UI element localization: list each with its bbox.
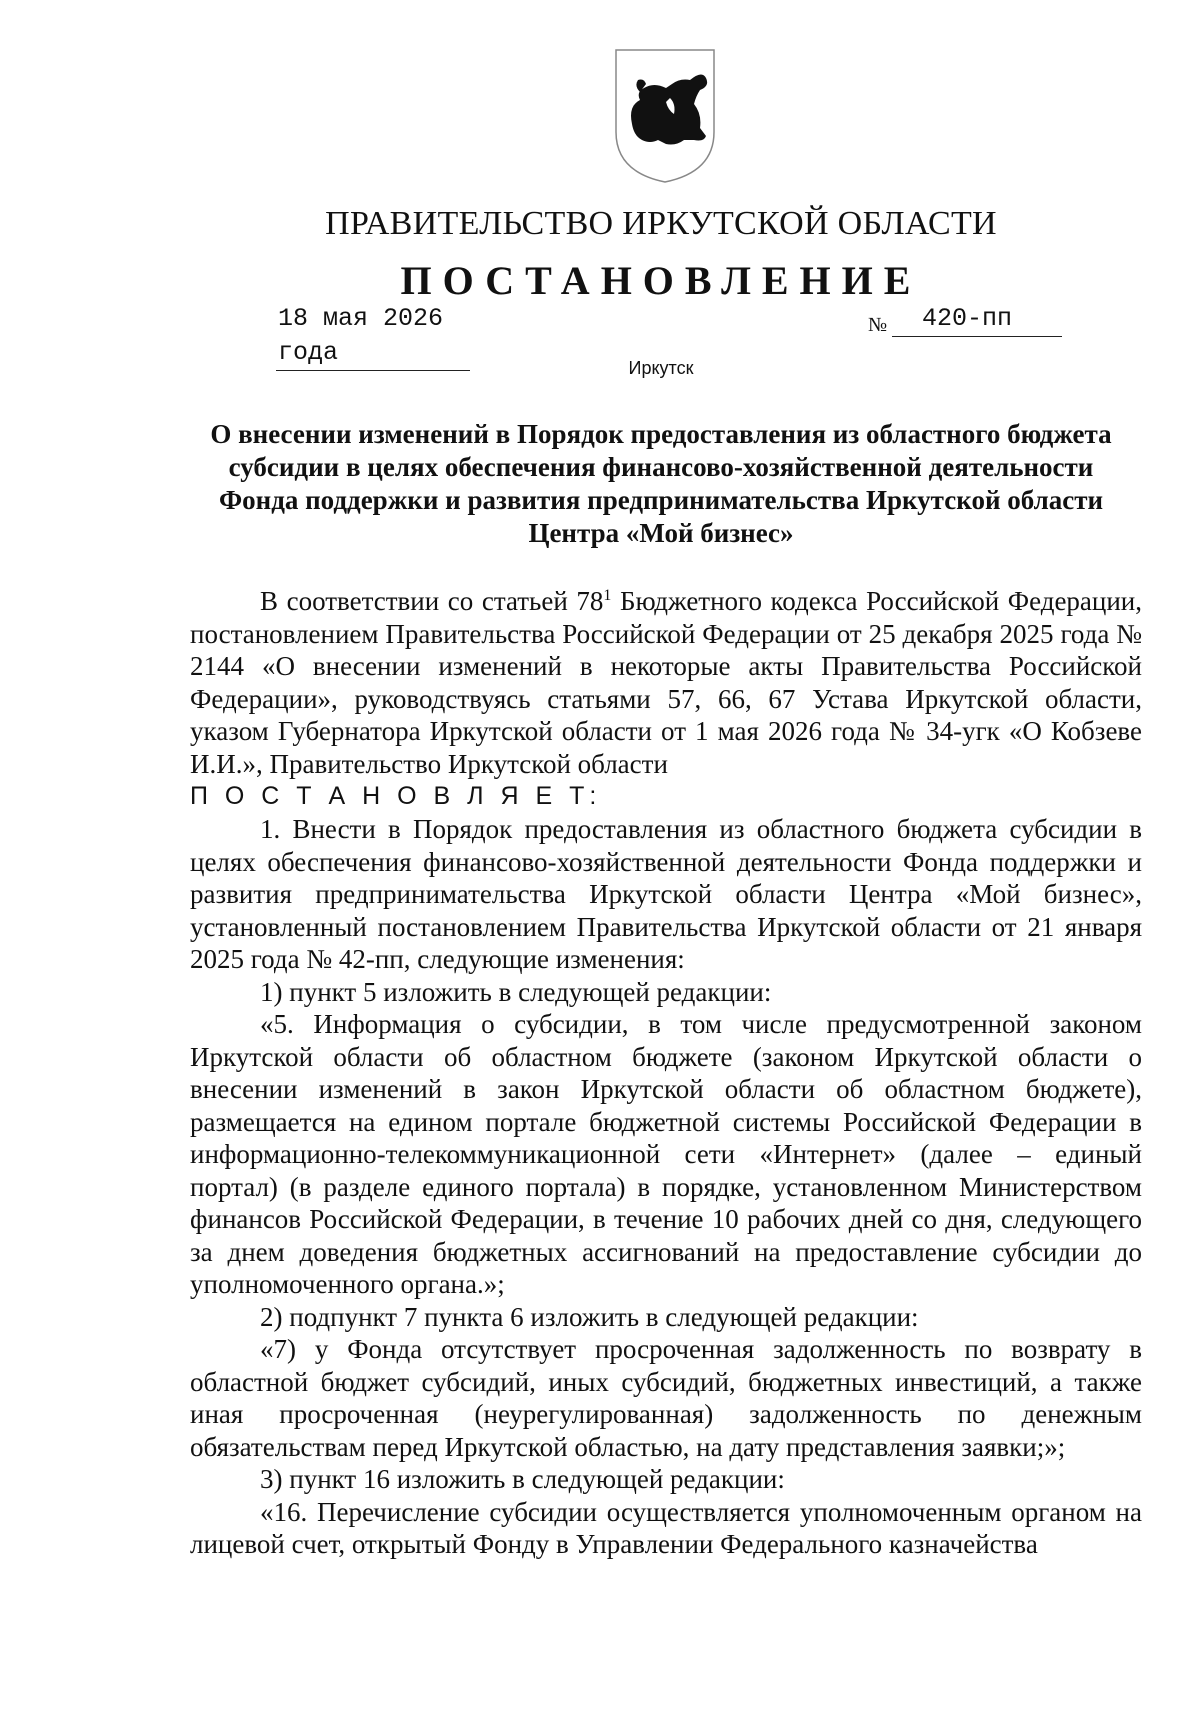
- government-name: ПРАВИТЕЛЬСТВО ИРКУТСКОЙ ОБЛАСТИ: [325, 205, 997, 242]
- document-city: Иркутск: [628, 358, 694, 378]
- document-date: 18 мая 2026 года: [276, 302, 470, 371]
- paragraph-item-5: «7) у Фонда отсутствует просроченная задолженность по возврату в областной бюджет субсидий, иных субсидий, бюджетных инвестиций, а также иная просроченная (неурегулированная) задолженность по денежным обязательствам перед Иркутской областью, на дату представления заявки;»;: [190, 1334, 1142, 1462]
- article-superscript: 1: [603, 587, 612, 604]
- paragraph-item-1: 1. Внести в Порядок предоставления из областного бюджета субсидии в целях обеспечения финансово-хозяйственной деятельности Фонда поддержки и развития предпринимательства Иркутской области Центра «Мой бизнес», установленный постановлением Правительства Иркутской области от 21 января 2025 года № 42-пп, следующие изменения:: [190, 814, 1142, 974]
- resolves-heading: П О С Т А Н О В Л Я Е Т:: [190, 782, 602, 810]
- paragraph-item-7: «16. Перечисление субсидии осуществляется уполномоченным органом на лицевой счет, открытый Фонду в Управлении Федерального казначейства: [190, 1496, 1142, 1559]
- coat-of-arms-icon: [610, 44, 720, 186]
- paragraph-item-4: 2) подпункт 7 пункта 6 изложить в следующей редакции:: [260, 1301, 919, 1332]
- preamble-text-start: В соответствии со статьей 78: [260, 586, 604, 616]
- number-sign: №: [868, 314, 888, 336]
- paragraph-item-2: 1) пункт 5 изложить в следующей редакции:: [260, 976, 772, 1007]
- document-title: О внесении изменений в Порядок предоставления из областного бюджета субсидии в целях обеспечения финансово-хозяйственной деятельности Фонда поддержки и развития предпринимательства Иркутской области Центра «Мой бизнес»: [210, 419, 1112, 548]
- document-body: [190, 585, 1142, 1561]
- preamble-text-end: Бюджетного кодекса Российской Федерации, постановлением Правительства Российской Федерации от 25 декабря 2025 года № 2144 «О внесении изменений в некоторые акты Правительства Российской Федерации», руководствуясь статьями 57, 66, 67 Устава Иркутской области, указом Губернатора Иркутской области от 1 мая 2026 года № 34-угк «О Кобзеве И.И.», Правительство Иркутской области: [190, 586, 1143, 779]
- paragraph-item-6: 3) пункт 16 изложить в следующей редакции:: [260, 1464, 785, 1494]
- document-type: ПОСТАНОВЛЕНИЕ: [400, 258, 922, 303]
- document-number: 420-пп: [892, 302, 1062, 337]
- preamble-paragraph: [190, 585, 1142, 780]
- paragraph-item-3: «5. Информация о субсидии, в том числе предусмотренной законом Иркутской области об областном бюджете (законом Иркутской области о внесении изменений в закон Иркутской области об областном бюджете), размещается на едином портале бюджетной системы Российской Федерации в информационно-телекоммуникационной сети «Интернет» (далее – единый портал) (в разделе единого портала) в порядке, установленном Министерством финансов Российской Федерации, в течение 10 рабочих дней со дня, следующего за днем доведения бюджетных ассигнований на предоставление субсидии до уполномоченного органа.»;: [190, 1009, 1142, 1299]
